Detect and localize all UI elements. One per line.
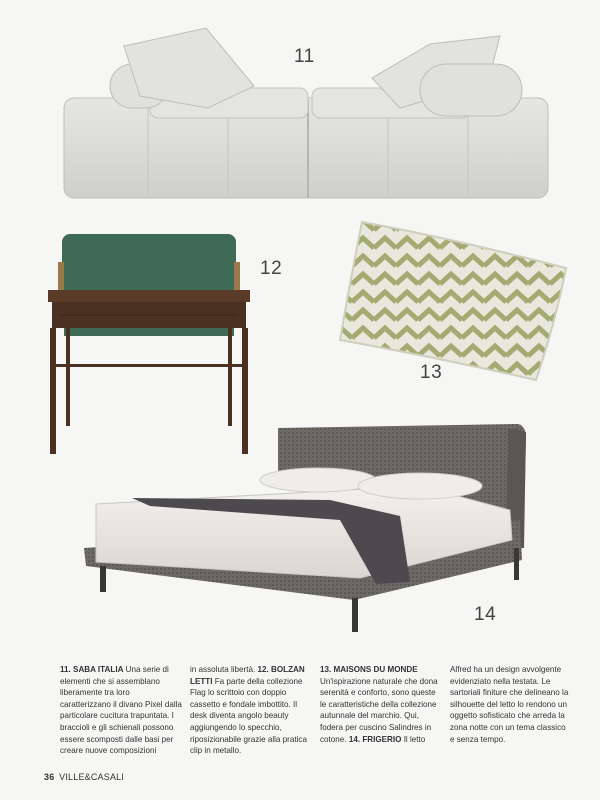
text-column-2	[190, 664, 312, 757]
bed-image	[84, 424, 526, 632]
desk-image	[48, 234, 250, 454]
brand-bolzan-letti: 12. BOLZAN LETTI	[190, 665, 305, 686]
brand-maisons-du-monde: 13. MAISONS DU MONDE	[320, 665, 418, 674]
page-number: 36	[44, 772, 55, 782]
text-column-1	[60, 664, 182, 757]
product-number-12: 12	[260, 258, 283, 279]
col4-text: Alfred ha un design avvolgente evidenziato nella testata. Le sartoriali finiture che delineano la silhouette del letto lo rendono un oggetto sofisticato che arreda la zona notte con un tema classico e senza tempo.	[450, 665, 569, 744]
cushion-image	[340, 222, 566, 380]
col3-text2: Il letto	[403, 734, 426, 744]
col2-text-start: in assoluta libertà.	[190, 665, 258, 674]
page-footer	[44, 772, 124, 782]
brand-saba-italia: 11. SABA ITALIA	[60, 665, 124, 674]
brand-frigerio: 14. FRIGERIO	[348, 734, 402, 744]
col1-text: Una serie di elementi che si assemblano liberamente tra loro caratterizzano il divano Pixel dalla particolare cucitura trapuntata. I braccioli e gli schienali possono essere scomposti dalle basi per creare nuove composizioni	[60, 665, 182, 756]
col3-text: Un'ispirazione naturale che dona serenità e conforto, sono queste le caratteristiche della collezione autunnale del marchio. Qui, fodera per cuscino Salindres in cotone.	[320, 676, 438, 744]
magazine-name: VILLE&CASALI	[59, 772, 125, 782]
product-number-11: 11	[294, 46, 315, 67]
text-column-4	[450, 664, 572, 745]
product-number-13: 13	[420, 362, 443, 383]
text-column-3	[320, 664, 442, 745]
product-number-14: 14	[474, 604, 497, 625]
col2-text: Fa parte della collezione Flag lo scrittoio con doppio cassetto e fondale imbottito. Il desk diventa angolo beauty aggiungendo lo specchio, riposizionabile grazie alla pratica clip in metallo.	[190, 676, 307, 756]
article-text	[60, 664, 580, 774]
